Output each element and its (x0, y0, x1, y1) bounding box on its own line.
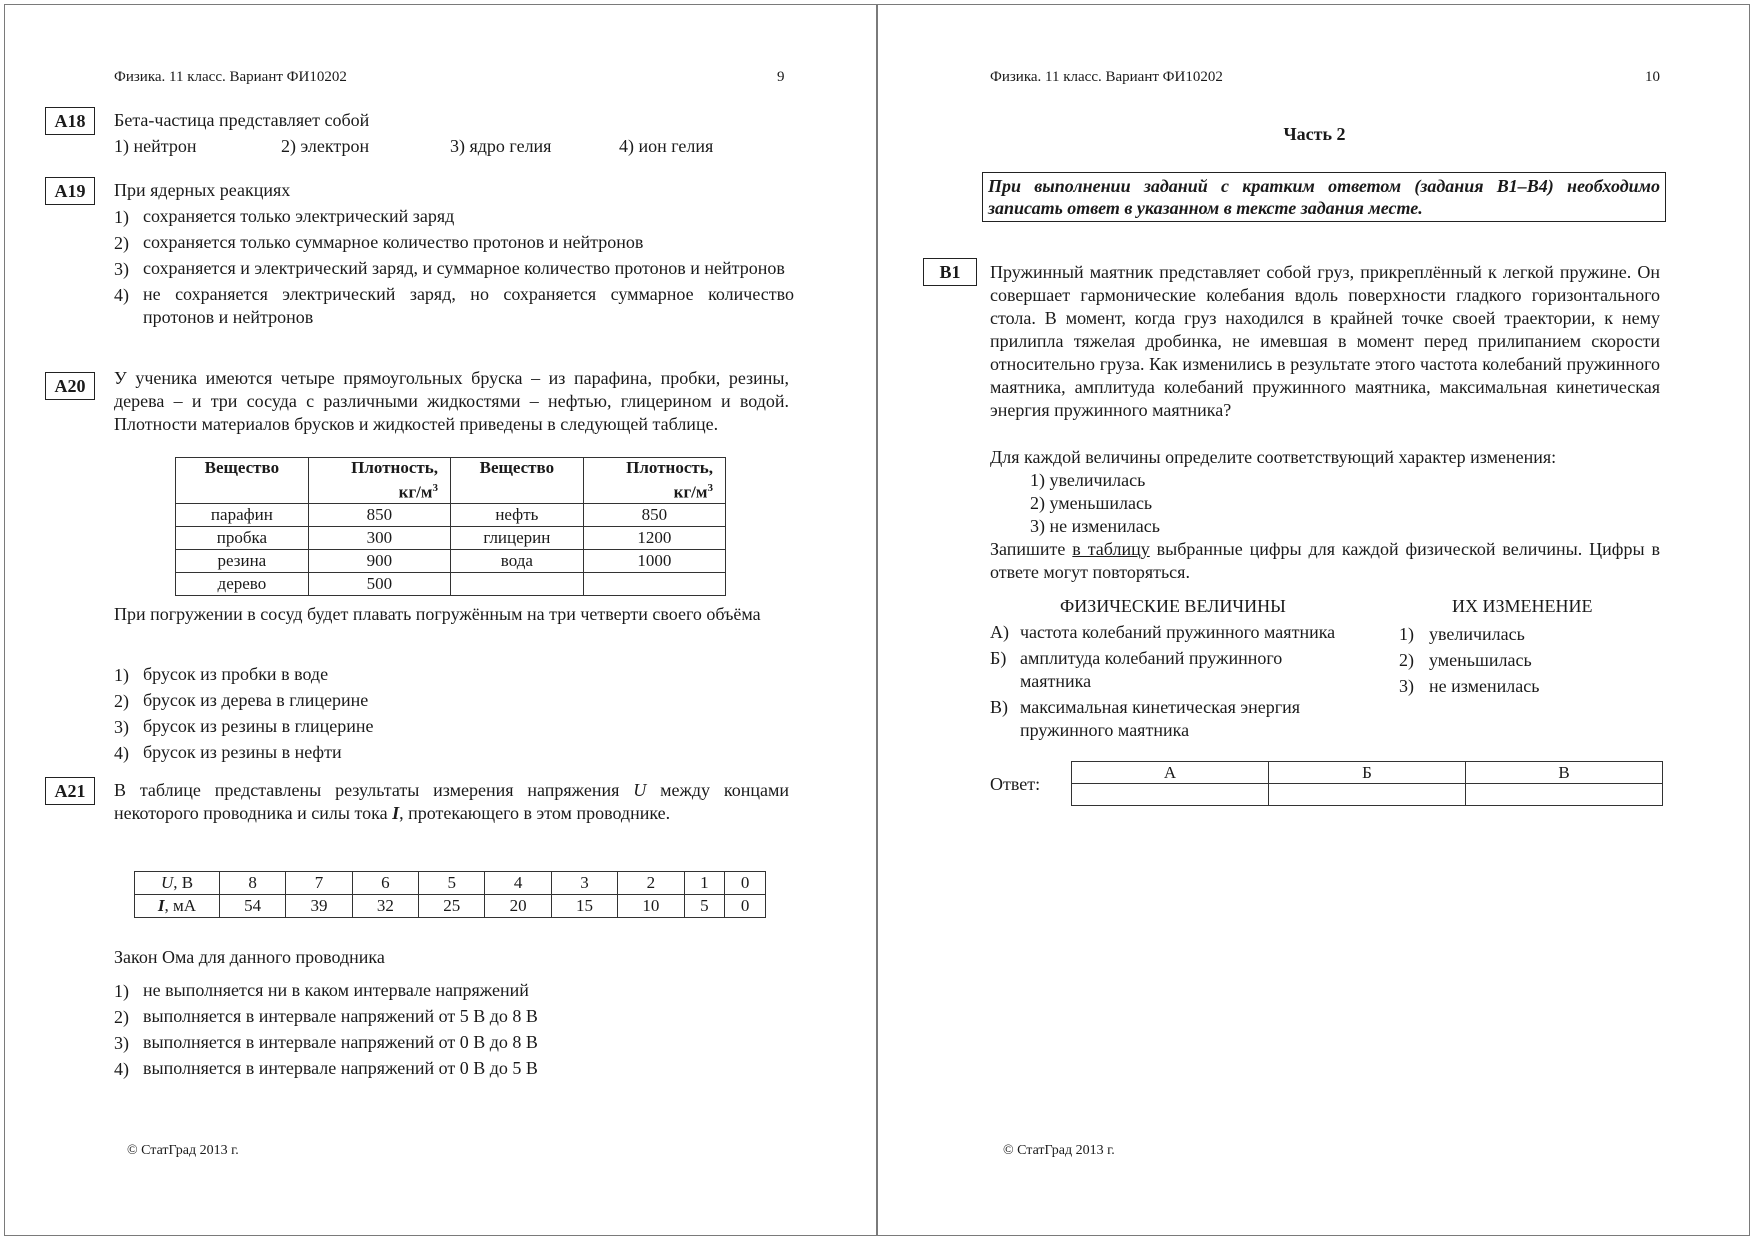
option-a20-1: 1) брусок из пробки в воде (114, 664, 329, 685)
question-label-a19: А19 (45, 177, 95, 205)
page-footer: © СтатГрад 2013 г. (127, 1143, 239, 1158)
quantities-list (990, 621, 1380, 742)
option-a19-1: 1) сохраняется только электрический заряд (114, 206, 455, 227)
change-2: 2) уменьшилась (1399, 650, 1532, 670)
change-3: 3) не изменилась (1399, 676, 1540, 696)
question-text-a21-part2: Закон Ома для данного проводника (114, 947, 385, 967)
answer-options-a19 (114, 204, 794, 329)
table-row: дерево 500 (176, 573, 726, 596)
voltage-row-label: U, В (135, 872, 220, 895)
option-a19-3: 3) сохраняется и электрический заряд, и суммарное количество протонов и нейтронов (114, 258, 785, 279)
density-header-density: Плотность, $кг/м^3$ (308, 458, 450, 504)
quantity-b: Б) амплитуда колебаний пружинного маятника (990, 648, 1283, 691)
col-header-quantities: ФИЗИЧЕСКИЕ ВЕЛИЧИНЫ (1060, 596, 1286, 616)
page-10 (877, 4, 1750, 1236)
col-header-changes: ИХ ИЗМЕНЕНИЕ (1452, 596, 1593, 616)
changes-list (1399, 621, 1539, 699)
table-row-voltage: U, В 8 7 6 5 4 3 2 1 0 (135, 872, 766, 895)
option-a19-4: 4) не сохраняется электрический заряд, но сохраняется суммарное количество протонов и нейтронов (114, 284, 794, 327)
question-text-b1: Пружинный маятник представляет собой груз, прикреплённый к легкой пружине. Он совершает гармонические колебания вдоль поверхности гладкого горизонтального стола. В момент, когда груз находился в крайней точке своей траектории, к нему прилипла тяжелая дробинка, не имевшая в момент перед прилипанием скорости относительно груза. Как изменились в результате этого частота колебаний пружинного маятника, амплитуда колебаний пружинного маятника, максимальная кинетическая энергия пружинного маятника? (990, 262, 1660, 420)
option-a21-3: 3) выполняется в интервале напряжений от 0 В до 8 В (114, 1032, 538, 1053)
density-table-header (176, 458, 726, 504)
b1-change-option-2: 2) уменьшилась (1030, 493, 1153, 513)
page-header: Физика. 11 класс. Вариант ФИ10202 (114, 69, 347, 85)
voltage-current-table (134, 871, 766, 918)
quantity-a: А) частота колебаний пружинного маятника (990, 622, 1336, 642)
question-text-a19: При ядерных реакциях (114, 180, 291, 200)
answer-cell-b[interactable] (1269, 784, 1466, 806)
part-title: Часть 2 (1283, 124, 1346, 144)
option-a18-1: 1) нейтрон (114, 136, 197, 156)
answer-options-a20 (114, 662, 794, 766)
change-1: 1) увеличилась (1399, 624, 1525, 644)
density-header-substance: Вещество (176, 458, 309, 504)
table-row: парафин 850 нефть 850 (176, 504, 726, 527)
page-number: 9 (777, 69, 785, 85)
page-header: Физика. 11 класс. Вариант ФИ10202 (990, 69, 1223, 85)
question-text-a21: В таблице представлены результаты измерения напряжения U между концами некоторого проводника и силы тока I, протекающего в этом проводнике. (114, 780, 789, 823)
table-reference-link: в таблицу (1072, 539, 1150, 559)
option-a21-4: 4) выполняется в интервале напряжений от 0 В до 5 В (114, 1058, 538, 1079)
table-row: резина 900 вода 1000 (176, 550, 726, 573)
option-a20-2: 2) брусок из дерева в глицерине (114, 690, 369, 711)
question-text-a20-part2: При погружении в сосуд будет плавать погружённым на три четверти своего объёма (114, 604, 761, 624)
option-a20-4: 4) брусок из резины в нефти (114, 742, 342, 763)
b1-change-option-1: 1) увеличилась (1030, 470, 1146, 490)
page-9 (4, 4, 877, 1236)
table-row-current: I, мА 54 39 32 25 20 15 10 5 0 (135, 895, 766, 918)
b1-write-instruction: Запишите в таблицу выбранные цифры для каждой физической величины. Цифры в ответе могут повторяться. (990, 539, 1660, 582)
page-footer: © СтатГрад 2013 г. (1003, 1143, 1115, 1158)
density-header-substance-2: Вещество (450, 458, 583, 504)
instruction-box: При выполнении заданий с кратким ответом (задания В1–В4) необходимо записать ответ в указанном в тексте задания месте. (982, 172, 1666, 222)
option-a19-2: 2) сохраняется только суммарное количество протонов и нейтронов (114, 232, 644, 253)
current-row-label: I, мА (135, 895, 220, 918)
answer-options-a21 (114, 978, 794, 1082)
table-row: пробка 300 глицерин 1200 (176, 527, 726, 550)
density-table (175, 457, 726, 596)
answer-col-b: Б (1269, 762, 1466, 784)
question-label-a20: А20 (45, 372, 95, 400)
question-text-a20: У ученика имеются четыре прямоугольных бруска – из парафина, пробки, резины, дерева – и три сосуда с различными жидкостями – нефтью, глицерином и водой. Плотности материалов брусков и жидкостей приведены в следующей таблице. (114, 368, 789, 434)
question-text-a18: Бета-частица представляет собой (114, 110, 370, 130)
answer-cell-v[interactable] (1466, 784, 1663, 806)
answer-col-a: А (1072, 762, 1269, 784)
answer-cell-a[interactable] (1072, 784, 1269, 806)
option-a21-1: 1) не выполняется ни в каком интервале напряжений (114, 980, 529, 1001)
question-label-a21: А21 (45, 777, 95, 805)
question-label-a18: А18 (45, 107, 95, 135)
answer-col-v: В (1466, 762, 1663, 784)
answer-label: Ответ: (990, 774, 1041, 794)
option-a18-2: 2) электрон (281, 136, 370, 156)
b1-change-option-3: 3) не изменилась (1030, 516, 1160, 536)
answer-table-header (1072, 762, 1663, 784)
b1-change-options (1030, 469, 1160, 538)
answer-options-a18 (114, 136, 794, 160)
option-a21-2: 2) выполняется в интервале напряжений от 5 В до 8 В (114, 1006, 538, 1027)
option-a18-3: 3) ядро гелия (450, 136, 552, 156)
option-a20-3: 3) брусок из резины в глицерине (114, 716, 374, 737)
question-label-b1: В1 (923, 258, 977, 286)
b1-instruction: Для каждой величины определите соответствующий характер изменения: (990, 447, 1557, 467)
answer-table[interactable] (1071, 761, 1663, 806)
page-number: 10 (1645, 69, 1660, 85)
density-header-density-2: Плотность, $кг/м^3$ (583, 458, 725, 504)
option-a18-4: 4) ион гелия (619, 136, 714, 156)
answer-table-row[interactable] (1072, 784, 1663, 806)
quantity-v: В) максимальная кинетическая энергия пружинного маятника (990, 697, 1301, 740)
